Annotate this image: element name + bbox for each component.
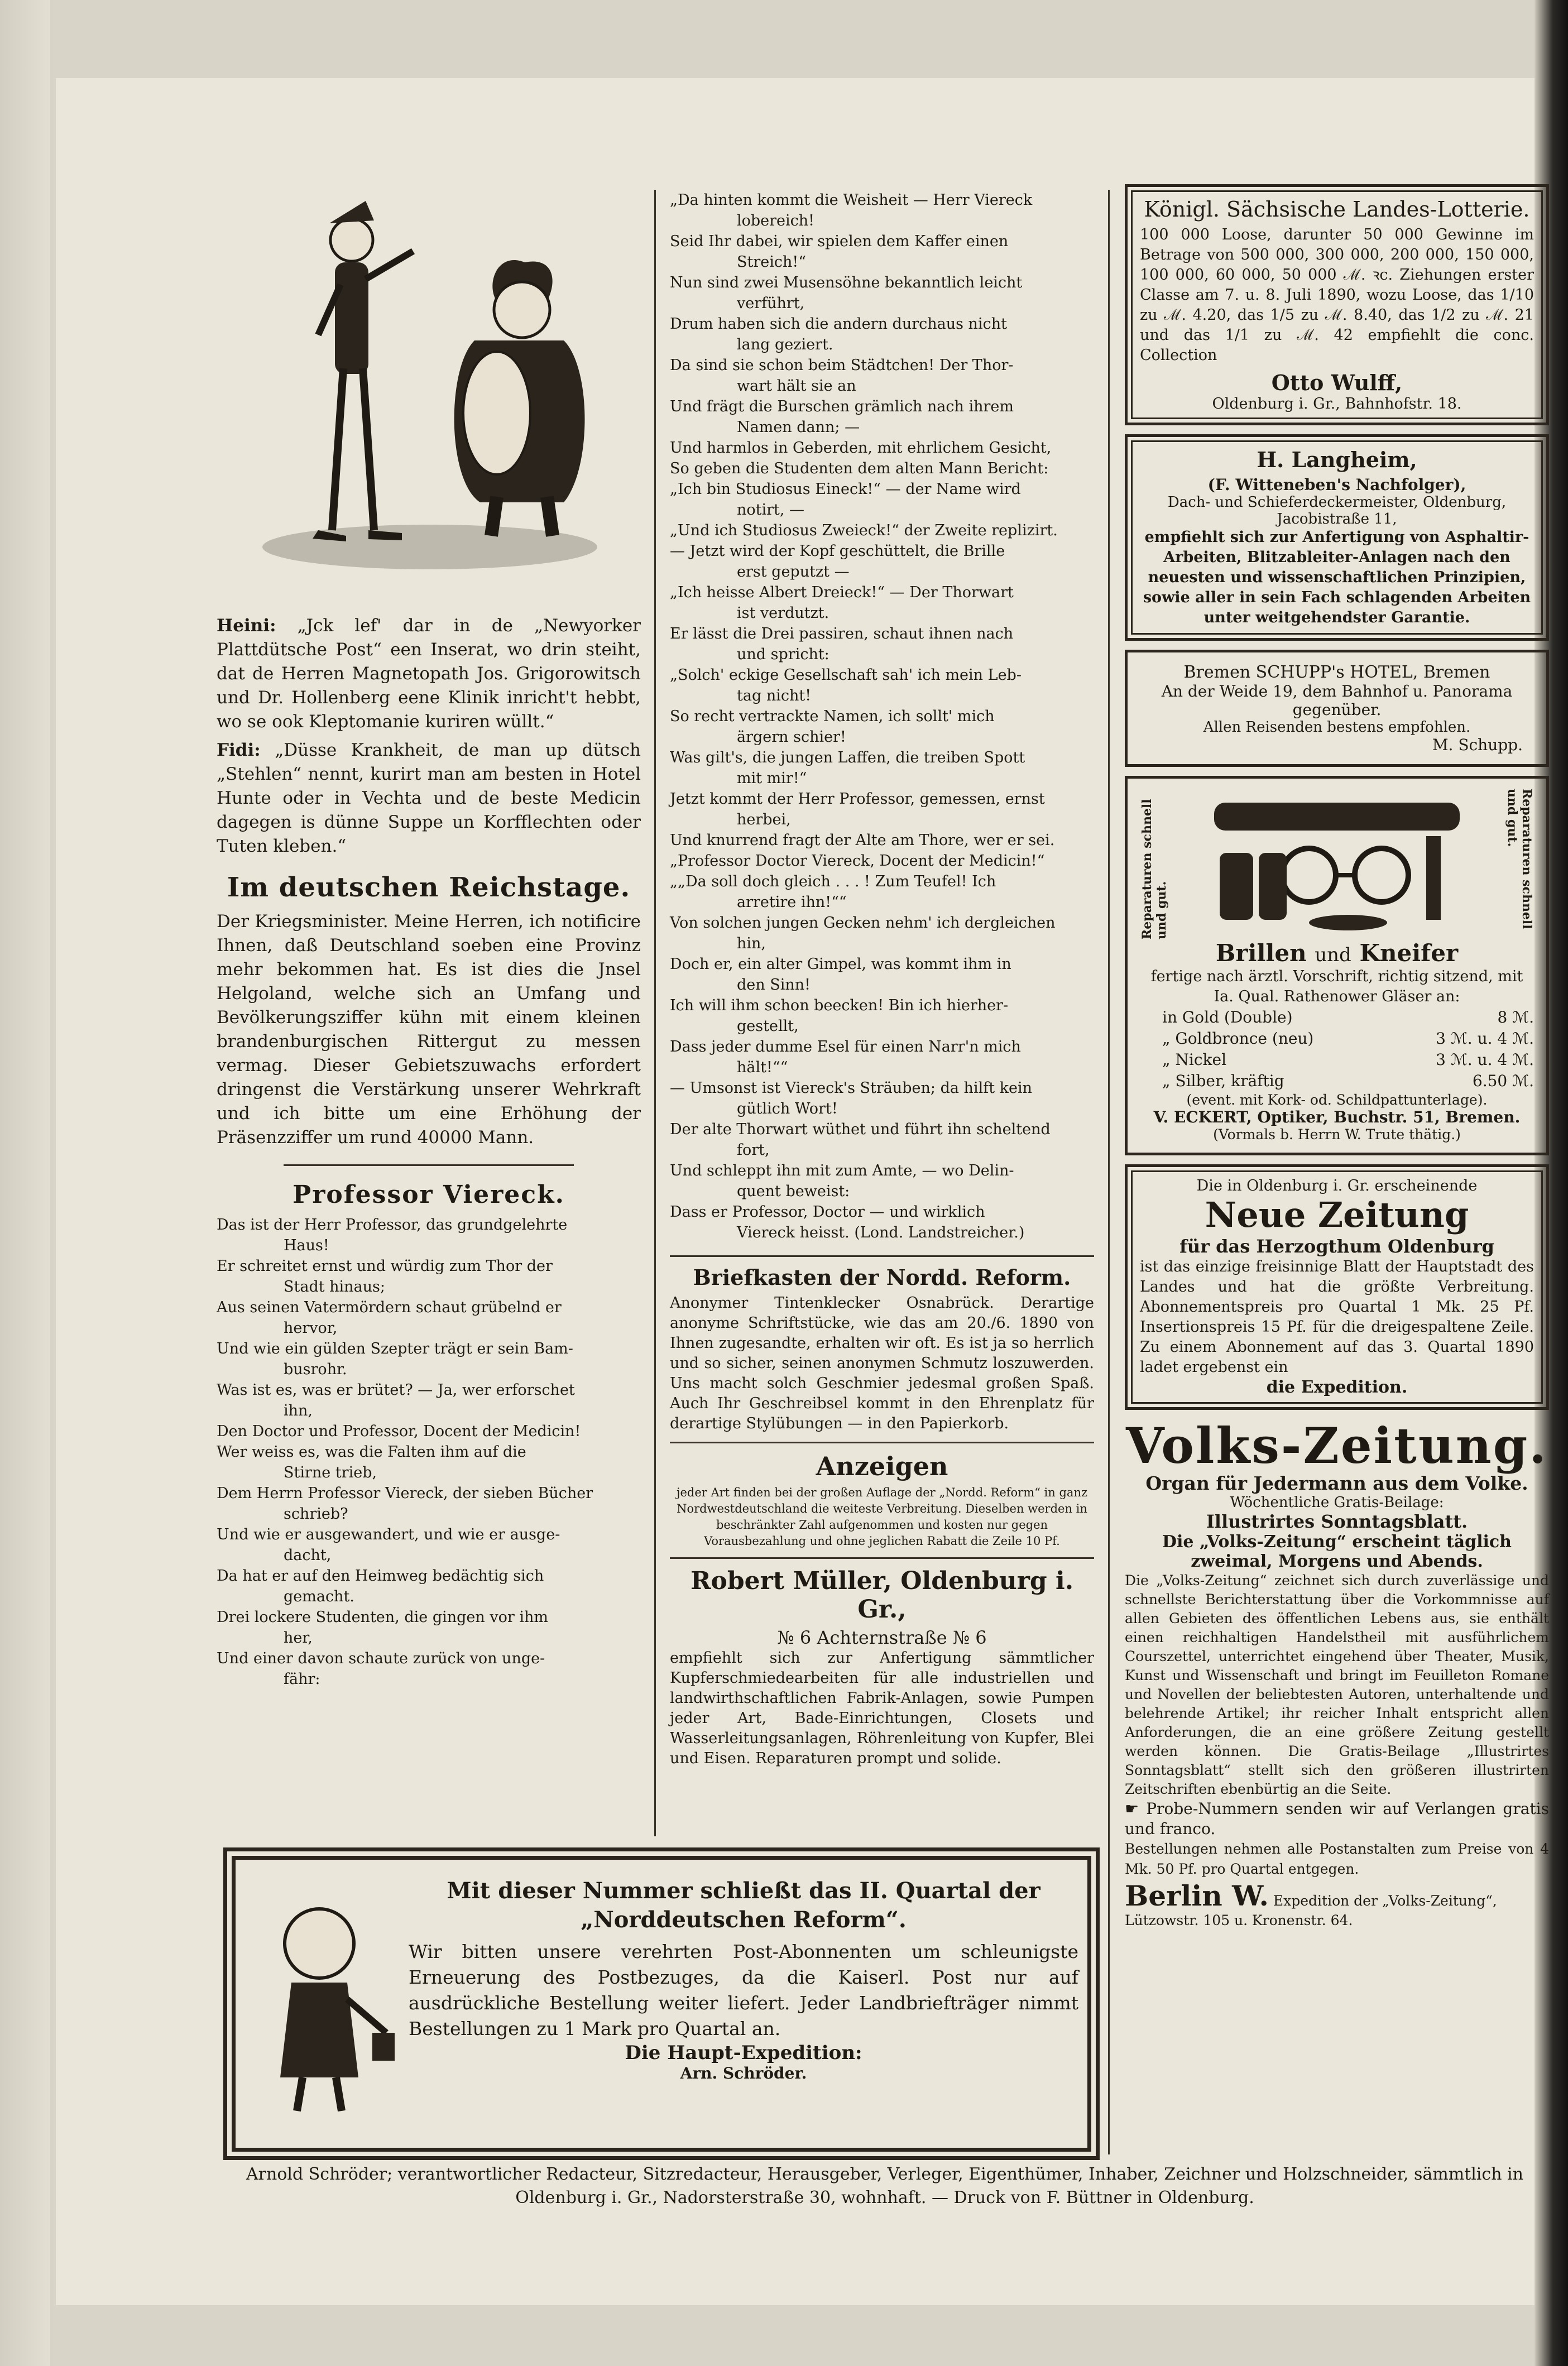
optik-title-b: und <box>1315 944 1351 966</box>
spectacles-illustration <box>1181 791 1493 937</box>
reichstag-text: Der Kriegsminister. Meine Herren, ich notificire Ihnen, daß Deutschland soeben eine Provinz mehr bekommen hat. Es ist dies die Jnsel Helgoland, welche sich an Umfang und Bevölkerungsziffer kühn mit einem kleinen brandenburgischen Rittergut zu messen vermag. Dieser Gebietszuwachs erfordert dringenst die Verstärkung unserer Wehrkraft und ich bitte um eine Erhöhung der Präsenzziffer um rund 40000 Mann. <box>217 911 641 1148</box>
page-edge-left <box>0 0 50 2366</box>
optik-name: V. ECKERT, Optiker, Buchstr. 51, Bremen. <box>1153 1108 1521 1126</box>
ad-langheim <box>1125 434 1549 641</box>
poem-line: Und frägt die Burschen grämlich nach ihrem <box>670 398 1014 415</box>
poem-line-cont: dacht, <box>284 1547 332 1564</box>
notice-sign: Die Haupt-Expedition: <box>625 2042 862 2064</box>
dialogue-heini <box>217 614 641 734</box>
vz-sub: Organ für Jedermann aus dem Volke. <box>1145 1472 1528 1494</box>
poem-line-cont: erst geputzt — <box>737 563 850 580</box>
pointing-hand-icon: ☛ <box>1125 1799 1147 1818</box>
vz-probe <box>1125 1799 1549 1839</box>
poem-line-cont: arretire ihn!““ <box>737 894 847 911</box>
price-row <box>1140 1028 1534 1049</box>
hotel-sign: M. Schupp. <box>1432 736 1523 754</box>
poem-line: „Und ich Studiosus Zweieck!“ der Zweite replizirt. <box>670 522 1058 539</box>
poem-line-cont: Stirne trieb, <box>284 1464 377 1481</box>
price-item: „ Goldbronce (neu) <box>1162 1029 1314 1048</box>
poem-line-cont: den Sinn! <box>737 976 811 994</box>
poem-line: Drei lockere Studenten, die gingen vor ihm <box>217 1609 548 1626</box>
notice-text: Wir bitten unsere verehrten Post-Abonnenten um schleunigste Erneuerung des Postbezuges, da die Kaiserl. Post nur auf ausdrückliche Bestellung weiter liefert. Jeder Landbriefträger nimmt Bestellungen zu 1 Mark pro Quartal an. <box>409 1941 1078 2039</box>
poem-line-cont: fähr: <box>284 1671 320 1688</box>
heini-text: „Jck lef' dar in de „Newyorker Plattdütsche Post“ een Inserat, wo drin steiht, dat de Herren Magnetopath Jos. Grigorowitsch und Dr. Hollenberg eene Klinik inricht't hebbt, wo se ook Kleptomanie kuriren wüllt.“ <box>217 616 641 732</box>
poem-line-cont: gemacht. <box>284 1588 354 1605</box>
poem-line: Da hat er auf den Heimweg bedächtig sich <box>217 1567 544 1585</box>
poem-professor-viereck-part2 <box>670 190 1094 1243</box>
poem-line-cont: ihn, <box>284 1402 313 1419</box>
poem-line-cont: lobereich! <box>737 212 815 229</box>
vz-exp: Expedition der „Volks-Zeitung“, Lützowstr. 105 u. Kronenstr. 64. <box>1125 1893 1497 1928</box>
poem-professor-viereck-part1 <box>217 1215 641 1690</box>
ad-neue-zeitung <box>1125 1164 1549 1410</box>
price-value: 8 ℳ. <box>1497 1008 1534 1026</box>
quarter-notice-box <box>223 1847 1100 2160</box>
poem-line-cont: hält!““ <box>737 1059 788 1076</box>
poem-line-cont: verführt, <box>737 295 805 312</box>
poem-line: Drum haben sich die andern durchaus nicht <box>670 315 1007 333</box>
vz-berlin: Berlin W. <box>1125 1879 1269 1912</box>
poem-heading: Professor Viereck. <box>292 1180 565 1209</box>
poem-line: „„Da soll doch gleich . . . ! Zum Teufel! Ich <box>670 873 996 890</box>
poem-line-cont: fort, <box>737 1141 770 1159</box>
poem-line: Jetzt kommt der Herr Professor, gemessen, ernst <box>670 790 1045 808</box>
anzeigen-heading: Anzeigen <box>816 1451 948 1481</box>
price-value: 3 ℳ. u. 4 ℳ. <box>1436 1029 1534 1048</box>
optik-title <box>1140 939 1534 967</box>
poem-line: Er schreitet ernst und würdig zum Thor der <box>217 1258 553 1275</box>
fidi-text: „Düsse Krankheit, de man up dütsch „Stehlen“ nennt, kurirt man am besten in Hotel Hunte oder in Vechta und de beste Medicin dagegen is dünne Suppe un Korfflechten oder Tuten kleben.“ <box>217 740 641 856</box>
poem-line: „Ich heisse Albert Dreieck!“ — Der Thorwart <box>670 584 1014 601</box>
price-item: „ Silber, kräftig <box>1162 1072 1284 1090</box>
vz-berlin-line <box>1125 1879 1549 1928</box>
lotterie-text: 100 000 Loose, darunter 50 000 Gewinne im Betrage von 500 000, 300 000, 200 000, 150 000, 100 000, 60 000, 50 000 ℳ. ꝛc. Ziehungen erster Classe am 7. u. 8. Juli 1890, wozu Loose, das 1/10 zu ℳ. 4.20, das 1/5 zu ℳ. 8.40, das 1/2 zu ℳ. 21 und das 1/1 zu ℳ. 42 empfiehlt die conc. Collection <box>1140 226 1534 364</box>
poem-line-cont: gestellt, <box>737 1018 799 1035</box>
poem-line-cont: hin, <box>737 935 766 952</box>
column-2 <box>670 190 1094 1769</box>
optik-price-list <box>1140 1007 1534 1092</box>
price-row <box>1140 1007 1534 1028</box>
optik-former: (Vormals b. Herrn W. Trute thätig.) <box>1213 1126 1461 1143</box>
divider <box>670 1442 1094 1443</box>
notice-title: Mit dieser Nummer schließt das II. Quartal der „Norddeutschen Reform“. <box>447 1878 1040 1933</box>
poem-line: Dass jeder dumme Esel für einen Narr'n mich <box>670 1038 1021 1055</box>
notice-name: Arn. Schröder. <box>680 2064 807 2082</box>
poem-line-cont: Namen dann; — <box>737 419 860 436</box>
poem-line: „Solch' eckige Gesellschaft sah' ich mein Leb- <box>670 666 1022 684</box>
nz-title: Neue Zeitung <box>1205 1194 1469 1235</box>
poem-line: Was gilt's, die jungen Laffen, die treiben Spott <box>670 749 1025 766</box>
poem-line-cont: Stadt hinaus; <box>284 1278 386 1295</box>
figure-illustration <box>258 1893 397 2117</box>
dialogue-fidi <box>217 738 641 858</box>
poem-line: „Da hinten kommt die Weisheit — Herr Viereck <box>670 191 1033 209</box>
poem-line: Wer weiss es, was die Falten ihm auf die <box>217 1443 526 1461</box>
poem-line: Was ist es, was er brütet? — Ja, wer erforschet <box>217 1381 575 1399</box>
vz-title: Volks-Zeitung. <box>1126 1417 1548 1475</box>
poem-line: — Jetzt wird der Kopf geschüttelt, die Brille <box>670 543 1005 560</box>
ad-lotterie <box>1125 184 1549 425</box>
ad-hotel <box>1125 650 1549 767</box>
poem-line: Da sind sie schon beim Städtchen! Der Thor- <box>670 357 1014 374</box>
price-row <box>1140 1049 1534 1071</box>
optik-side-left: Reparaturen schnell und gut. <box>1140 799 1169 939</box>
poem-line-cont: und spricht: <box>737 646 829 663</box>
poem-line-cont: wart hält sie an <box>737 377 856 395</box>
vz-beilage-name: Illustrirtes Sonntagsblatt. <box>1206 1511 1468 1532</box>
poem-line: Aus seinen Vatermördern schaut grübelnd er <box>217 1299 562 1316</box>
poem-line: Dass er Professor, Doctor — und wirklich <box>670 1203 985 1221</box>
poem-line: — Umsonst ist Viereck's Sträuben; da hilft kein <box>670 1079 1033 1097</box>
poem-line: Dem Herrn Professor Viereck, der sieben Bücher <box>217 1485 593 1502</box>
lotterie-name: Otto Wulff, <box>1271 370 1403 395</box>
poem-line-cont: ist verdutzt. <box>737 604 829 622</box>
ad-volks-zeitung <box>1125 1419 1549 1928</box>
hotel-line3: Allen Reisenden bestens empfohlen. <box>1203 719 1471 736</box>
optik-side-right: Reparaturen schnell und gut. <box>1505 789 1534 929</box>
langheim-sub: (F. Witteneben's Nachfolger), <box>1207 476 1466 494</box>
speaker-heini: Heini: <box>217 616 276 636</box>
mueller-text: empfiehlt sich zur Anfertigung sämmtlicher Kupferschmiedearbeiten für alle industriellen und landwirthschaftlichen Fabrik-Anlagen, sowie Pumpen jeder Art, Bade-Einrichtungen, Closets und Wasserleitungsanlagen, Röhrenleitung von Kupfer, Blei und Eisen. Reparaturen prompt und solide. <box>670 1649 1094 1767</box>
poem-line-cont: herbei, <box>737 811 791 828</box>
poem-line-cont: notirt, — <box>737 501 805 519</box>
nz-sub: für das Herzogthum Oldenburg <box>1179 1236 1494 1257</box>
poem-line: Doch er, ein alter Gimpel, was kommt ihm in <box>670 956 1011 973</box>
vz-probe-text: Probe-Nummern senden wir auf Verlangen gratis und franco. <box>1125 1799 1549 1838</box>
lotterie-address: Oldenburg i. Gr., Bahnhofstr. 18. <box>1212 395 1462 412</box>
poem-line: „Ich bin Studiosus Eineck!“ — der Name wird <box>670 481 1021 498</box>
column-3 <box>1125 184 1549 1928</box>
poem-line: „Professor Doctor Viereck, Docent der Medicin!“ <box>670 852 1045 870</box>
mueller-heading: Robert Müller, Oldenburg i. Gr., <box>690 1567 1074 1624</box>
optik-title-c: Kneifer <box>1359 939 1459 967</box>
optik-intro: fertige nach ärztl. Vorschrift, richtig sitzend, mit Ia. Qual. Rathenower Gläser an: <box>1150 968 1523 1005</box>
speaker-fidi: Fidi: <box>217 740 261 760</box>
nz-text: ist das einzige freisinnige Blatt der Hauptstadt des Landes und hat die größte Verbreitung. Abonnementspreis pro Quartal 1 Mk. 25 Pf. Insertionspreis 15 Pf. für die dreigespaltene Zeile. Zu einem Abonnement auf das 3. Quartal 1890 ladet ergebenst ein <box>1140 1258 1534 1376</box>
poem-line-cont: Streich!“ <box>737 253 807 271</box>
poem-line-cont: gütlich Wort! <box>737 1100 838 1117</box>
briefkasten-heading: Briefkasten der Nordd. Reform. <box>693 1265 1071 1290</box>
poem-line-cont: Viereck heisst. (Lond. Landstreicher.) <box>737 1224 1025 1241</box>
price-value: 6.50 ℳ. <box>1472 1072 1534 1090</box>
reichstag-heading: Im deutschen Reichstage. <box>227 872 631 903</box>
poem-line: So recht vertrackte Namen, ich sollt' mich <box>670 708 995 725</box>
column-1 <box>217 614 641 1690</box>
vz-bestell: Bestellungen nehmen alle Postanstalten zum Preise von 4 Mk. 50 Pf. pro Quartal entgegen. <box>1125 1841 1549 1877</box>
divider <box>670 1557 1094 1559</box>
column-rule <box>654 190 656 1836</box>
poem-line: Und wie er ausgewandert, und wie er ausge- <box>217 1526 560 1543</box>
poem-line-cont: hervor, <box>284 1319 338 1337</box>
langheim-text: empfiehlt sich zur Anfertigung von Asphaltir-Arbeiten, Blitzableiter-Anlagen nach den neuesten und wissenschaftlichen Prinzipien, sowie aller in sein Fach schlagenden Arbeiten unter weitgehendster Garantie. <box>1143 529 1531 626</box>
poem-line-cont: mit mir!“ <box>737 770 807 787</box>
briefkasten-text: Anonymer Tintenklecker Osnabrück. Derartige anonyme Schriftstücke, wie das am 20./6. 1890 von Ihnen zugesandte, erhalten wir oft. Es ist ja so herrlich und so sicher, seinen anonymen Schmutz loszuwerden. Uns macht solch Geschmier jedesmal großen Spaß. Auch Ihr Geschreibsel kommt in den Ehrenplatz für derartige Stylübungen — in den Papierkorb. <box>670 1294 1094 1432</box>
poem-line: Der alte Thorwart wüthet und führt ihn scheltend <box>670 1121 1051 1138</box>
divider <box>284 1164 574 1166</box>
vz-freq: Die „Volks-Zeitung“ erscheint täglich zweimal, Morgens und Abends. <box>1162 1532 1512 1571</box>
optik-title-a: Brillen <box>1215 939 1307 967</box>
poem-line: Und wie ein gülden Szepter trägt er sein Bam- <box>217 1340 573 1357</box>
poem-line-cont: busrohr. <box>284 1361 347 1378</box>
price-row <box>1140 1071 1534 1092</box>
nz-sign: die Expedition. <box>1266 1378 1408 1397</box>
divider <box>670 1255 1094 1257</box>
poem-line-cont: quent beweist: <box>737 1183 850 1200</box>
poem-line: Und schleppt ihn mit zum Amte, — wo Delin- <box>670 1162 1014 1179</box>
price-item: in Gold (Double) <box>1162 1008 1293 1026</box>
poem-line-cont: tag nicht! <box>737 687 812 704</box>
poem-line-cont: schrieb? <box>284 1505 348 1523</box>
poem-line: Und harmlos in Geberden, mit ehrlichem Gesicht, <box>670 439 1052 457</box>
lotterie-title: Königl. Sächsische Landes-Lotterie. <box>1144 197 1530 222</box>
vz-beilage: Wöchentliche Gratis-Beilage: <box>1230 1494 1444 1511</box>
langheim-trade: Dach- und Schieferdeckermeister, Oldenburg, Jacobistraße 11, <box>1167 494 1507 527</box>
poem-line: Das ist der Herr Professor, das grundgelehrte <box>217 1216 568 1234</box>
hotel-line2: An der Weide 19, dem Bahnhof u. Panorama gegenüber. <box>1161 682 1513 719</box>
nz-pre: Die in Oldenburg i. Gr. erscheinende <box>1196 1177 1478 1194</box>
vz-text: Die „Volks-Zeitung“ zeichnet sich durch zuverlässige und schnellste Berichterstattung über die Vorkommnisse auf allen Gebieten des öffentlichen Lebens aus, sie enthält einen reichhaltigen Handelstheil mit ausführlichem Courszettel, unterrichtet eingehend über Theater, Musik, Kunst und Wissenschaft und bringt im Feuilleton Romane und Novellen der beliebtesten Autoren, unterhaltende und belehrende Artikel; ihr reicher Inhalt entspricht allen Anforderungen, die an eine größere Zeitung gestellt werden können. Die Gratis-Beilage „Illustrirtes Sonntagsblatt“ stellt sich den größeren illustrirten Zeitschriften ebenbürtig an die Seite. <box>1125 1572 1549 1797</box>
poem-line: Er lässt die Drei passiren, schaut ihnen nach <box>670 625 1014 642</box>
hotel-line1: Bremen SCHUPP's HOTEL, Bremen <box>1183 663 1490 682</box>
poem-line: Und einer davon schaute zurück von unge- <box>217 1650 545 1667</box>
poem-line: Ich will ihm schon beecken! Bin ich hierher- <box>670 997 1009 1014</box>
poem-line-cont: lang geziert. <box>737 336 833 353</box>
poem-line: Und knurrend fragt der Alte am Thore, wer er sei. <box>670 832 1055 849</box>
price-item: „ Nickel <box>1162 1050 1227 1069</box>
poem-line-cont: ärgern schier! <box>737 728 846 746</box>
poem-line: Den Doctor und Professor, Docent der Medicin! <box>217 1423 581 1440</box>
poem-line: Nun sind zwei Musensöhne bekanntlich leicht <box>670 274 1023 291</box>
poem-line-cont: Haus! <box>284 1237 329 1254</box>
poem-line-cont: her, <box>284 1629 313 1647</box>
poem-line: Von solchen jungen Gecken nehm' ich dergleichen <box>670 914 1056 932</box>
price-value: 3 ℳ. u. 4 ℳ. <box>1436 1050 1534 1069</box>
column-rule <box>1108 190 1110 2154</box>
cartoon-illustration <box>234 190 625 603</box>
anzeigen-text: jeder Art finden bei der großen Auflage der „Nordd. Reform“ in ganz Nordwestdeutschland die weiteste Verbreitung. Dieselben werden in beschränkter Zahl aufgenommen und kosten nur gegen Vorausbezahlung und ohne jeglichen Rabatt die Zeile 10 Pf. <box>676 1486 1088 1548</box>
poem-line: Seid Ihr dabei, wir spielen dem Kaffer einen <box>670 233 1009 250</box>
poem-line: So geben die Studenten dem alten Mann Bericht: <box>670 460 1049 477</box>
ad-optik <box>1125 776 1549 1155</box>
optik-note: (event. mit Kork- od. Schildpattunterlage). <box>1186 1092 1488 1108</box>
mueller-address: № 6 Achternstraße № 6 <box>777 1627 987 1648</box>
langheim-title: H. Langheim, <box>1257 447 1417 472</box>
imprint-footer: Arnold Schröder; verantwortlicher Redacteur, Sitzredacteur, Herausgeber, Verleger, Eigenthümer, Inhaber, Zeichner und Holzschneider, sämmtlich in Oldenburg i. Gr., Nadorsterstraße 30, wohnhaft. — Druck von F. Büttner in Oldenburg. <box>246 2165 1523 2207</box>
